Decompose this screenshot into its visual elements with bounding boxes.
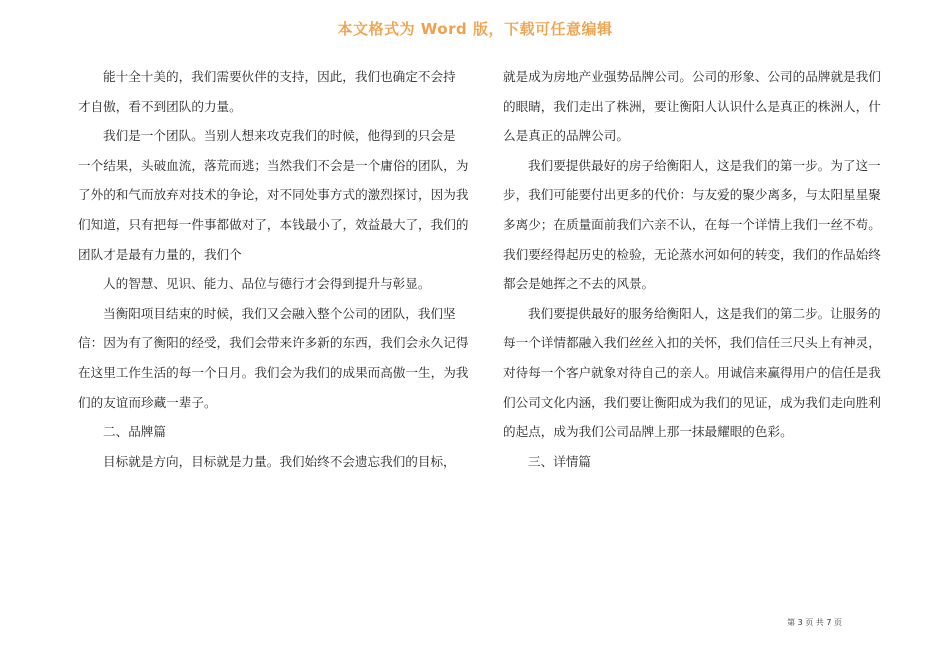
- text-line: 们公司文化内涵，我们要让衡阳成为我们的见证，成为我们走向胜利: [503, 394, 881, 410]
- word-format-banner: 本文格式为 Word 版，下载可任意编辑: [337, 20, 613, 38]
- text-line: 么是真正的品牌公司。: [503, 128, 629, 144]
- section-heading: 二、品牌篇: [103, 424, 166, 440]
- text-line: 在这里工作生活的每一个日月。我们会为我们的成果而高傲一生，为我: [78, 364, 469, 380]
- text-line: 的起点，成为我们公司品牌上那一抹最耀眼的色彩。: [503, 424, 793, 440]
- text-line: 信：因为有了衡阳的经受，我们会带来许多新的东西，我们会永久记得: [78, 335, 469, 351]
- text-line: 人的智慧、见识、能力、品位与德行才会得到提升与彰显。: [103, 276, 431, 292]
- text-line: 就是成为房地产业强势品牌公司。公司的形象、公司的品牌就是我们: [503, 69, 881, 84]
- text-line: 每一个详情都融入我们丝丝入扣的关怀，我们信任三尺头上有神灵，: [503, 335, 881, 351]
- text-line: 目标就是方向，目标就是力量。我们始终不会遗忘我们的目标，: [103, 453, 456, 469]
- text-line: 们知道，只有把每一件事都做对了，本钱最小了，效益最大了，我们的: [78, 216, 469, 232]
- text-line: 我们要提供最好的房子给衡阳人，这是我们的第一步。为了这一: [528, 157, 881, 173]
- text-line: 都会是她挥之不去的风景。: [503, 276, 655, 292]
- text-line: 的眼睛，我们走出了株洲，要让衡阳人认识什么是真正的株洲人，什: [503, 98, 881, 114]
- text-line: 多离少；在质量面前我们六亲不认，在每一个详情上我们一丝不苟。: [503, 216, 881, 232]
- right-column: [503, 62, 886, 476]
- text-line: 才自傲，看不到团队的力量。: [78, 98, 242, 114]
- text-line: 了外的和气而放弃对技术的争论，对不同处事方式的激烈探讨，因为我: [78, 187, 469, 203]
- text-line: 团队才是最有力量的，我们个: [78, 246, 242, 262]
- text-line: 一个结果，头破血流，落荒而逃；当然我们不会是一个庸俗的团队，为: [78, 157, 469, 173]
- section-heading: 三、详情篇: [528, 453, 591, 469]
- text-line: 步，我们可能要付出更多的代价：与友爱的聚少离多，与太阳星星聚: [503, 187, 881, 203]
- text-line: 我们要经得起历史的检验，无论蒸水河如何的转变，我们的作品始终: [503, 246, 881, 262]
- text-line: 我们是一个团队。当别人想来攻克我们的时候，他得到的只会是: [103, 128, 456, 144]
- text-line: 们的友谊而珍藏一辈子。: [78, 394, 217, 410]
- page-number: 第 3 页 共 7 页: [787, 618, 842, 627]
- text-line: 当衡阳项目结束的时候，我们又会融入整个公司的团队，我们坚: [103, 305, 456, 321]
- text-line: 能十全十美的，我们需要伙伴的支持，因此，我们也确定不会持: [103, 69, 456, 84]
- text-line: 对待每一个客户就象对待自己的亲人。用诚信来赢得用户的信任是我: [503, 364, 881, 380]
- left-column: [78, 62, 471, 476]
- text-line: 我们要提供最好的服务给衡阳人，这是我们的第二步。让服务的: [528, 305, 881, 321]
